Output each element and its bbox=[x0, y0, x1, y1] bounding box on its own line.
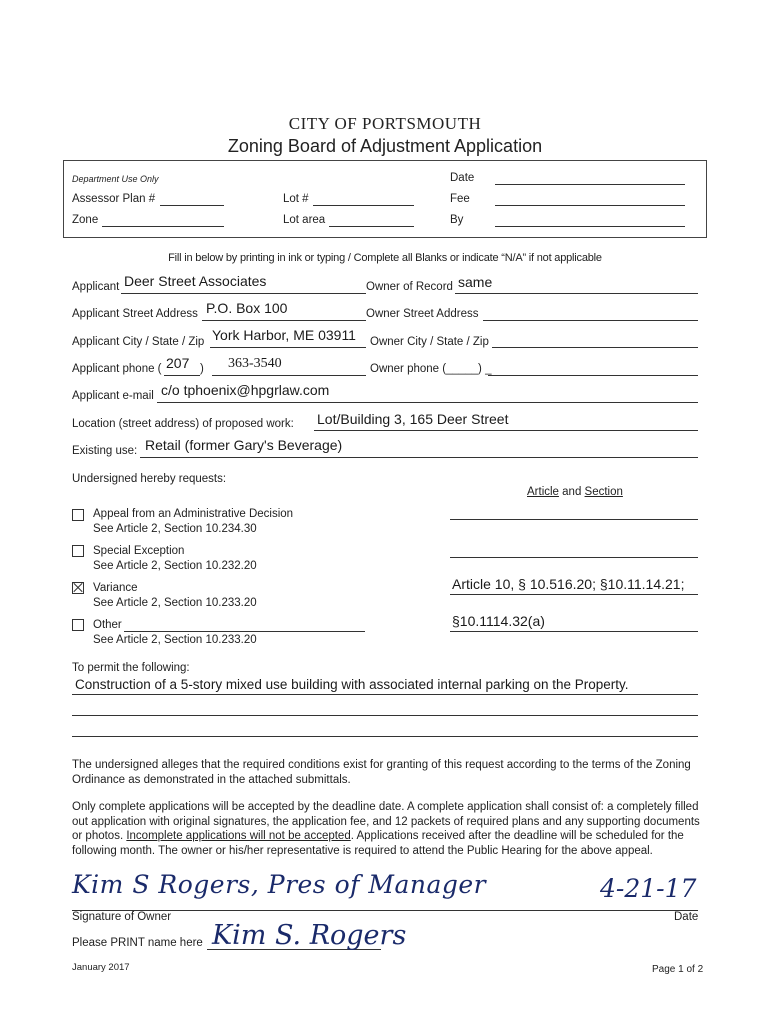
appeal-ref: See Article 2, Section 10.234.30 bbox=[93, 523, 257, 535]
applicant-phone-value: 363-3540 bbox=[228, 356, 282, 371]
variance-ref: See Article 2, Section 10.233.20 bbox=[93, 597, 257, 609]
zone-field[interactable] bbox=[102, 226, 224, 227]
print-name-value: Kim S. Rogers bbox=[212, 920, 407, 951]
lot-field[interactable] bbox=[313, 205, 414, 206]
owner-street-field[interactable] bbox=[483, 320, 698, 321]
existing-use-value: Retail (former Gary's Beverage) bbox=[145, 437, 343, 453]
form-title: Zoning Board of Adjustment Application bbox=[227, 136, 543, 156]
special-exception-checkbox[interactable] bbox=[72, 545, 84, 557]
applicant-phone-field[interactable] bbox=[212, 375, 366, 376]
special-exception-label: Special Exception bbox=[93, 545, 185, 557]
allegation-text: The undersigned alleges that the required conditions exist for granting of this request according to the terms of the Zoning Ordinance as demonstrated in the attached submittals. bbox=[72, 759, 691, 786]
owner-phone-field[interactable] bbox=[488, 375, 698, 376]
owner-phone-label: Owner phone (_____) _ bbox=[370, 363, 492, 375]
completeness-text: Only complete applications will be accepted by the deadline date. A complete application shall consist of: a completely filled out application with original signatures, the application fee, and 12 packets of required plans and any supporting documents or photos. Incomplete applications will not be accepted. Applications received after the deadline will be scheduled for the following month. The owner or his/her representative is required to attend the Public Hearing for the above appeal. bbox=[72, 801, 700, 857]
owner-of-record-value: same bbox=[458, 274, 493, 290]
applicant-street-value: P.O. Box 100 bbox=[206, 300, 288, 316]
other-checkbox[interactable] bbox=[72, 619, 84, 631]
date-label: Date bbox=[450, 172, 475, 184]
existing-use-field[interactable] bbox=[140, 457, 698, 458]
owner-of-record-field[interactable] bbox=[455, 293, 698, 294]
owner-of-record-label: Owner of Record bbox=[366, 281, 453, 293]
assessor-plan-label: Assessor Plan # bbox=[72, 193, 156, 205]
location-field[interactable] bbox=[314, 430, 698, 431]
assessor-plan-field[interactable] bbox=[160, 205, 224, 206]
date-field[interactable] bbox=[495, 184, 685, 185]
city-title: CITY OF PORTSMOUTH bbox=[288, 114, 482, 133]
permit-line-3[interactable] bbox=[72, 736, 698, 737]
permit-line-2[interactable] bbox=[72, 715, 698, 716]
existing-use-label: Existing use: bbox=[72, 445, 138, 457]
variance-article-field[interactable] bbox=[450, 594, 698, 595]
appeal-article-field[interactable] bbox=[450, 519, 698, 520]
owner-signature: Kim S Rogers, Pres of Manager bbox=[72, 870, 487, 899]
variance-checkbox[interactable] bbox=[72, 582, 84, 594]
permit-value: Construction of a 5-story mixed use building with associated internal parking on the Property. bbox=[75, 677, 629, 692]
applicant-value: Deer Street Associates bbox=[124, 273, 267, 289]
applicant-phone-label: Applicant phone ( bbox=[72, 363, 162, 375]
applicant-street-field[interactable] bbox=[202, 320, 366, 321]
applicant-phone-area-field[interactable] bbox=[164, 375, 200, 376]
lot-area-label: Lot area bbox=[283, 214, 326, 226]
special-exception-ref: See Article 2, Section 10.232.20 bbox=[93, 560, 257, 572]
variance-label: Variance bbox=[93, 582, 138, 594]
location-label: Location (street address) of proposed work: bbox=[72, 418, 294, 430]
other-article-field[interactable] bbox=[450, 631, 698, 632]
applicant-phone-area-value: 207 bbox=[166, 355, 190, 371]
permit-label: To permit the following: bbox=[72, 662, 190, 674]
by-label: By bbox=[450, 214, 464, 226]
print-name-label: Please PRINT name here bbox=[72, 937, 203, 949]
special-exception-article-field[interactable] bbox=[450, 557, 698, 558]
applicant-city-value: York Harbor, ME 03911 bbox=[212, 327, 356, 343]
location-value: Lot/Building 3, 165 Deer Street bbox=[317, 411, 509, 427]
footer-page: Page 1 of 2 bbox=[652, 964, 704, 975]
article-section-heading: Article and Section bbox=[527, 486, 623, 498]
owner-city-field[interactable] bbox=[492, 347, 698, 348]
applicant-city-field[interactable] bbox=[210, 347, 366, 348]
department-use-heading: Department Use Only bbox=[72, 174, 159, 184]
owner-city-label: Owner City / State / Zip bbox=[370, 336, 489, 348]
other-label: Other bbox=[93, 619, 122, 631]
fee-label: Fee bbox=[450, 193, 470, 205]
applicant-label: Applicant bbox=[72, 281, 120, 293]
signature-date-label: Date bbox=[674, 911, 699, 923]
appeal-label: Appeal from an Administrative Decision bbox=[93, 508, 294, 520]
other-article-value: §10.1114.32(a) bbox=[452, 613, 545, 629]
other-ref: See Article 2, Section 10.233.20 bbox=[93, 634, 257, 646]
variance-article-value: Article 10, § 10.516.20; §10.11.14.21; bbox=[452, 576, 685, 592]
applicant-field[interactable] bbox=[121, 293, 366, 294]
permit-line-1[interactable] bbox=[72, 694, 698, 695]
other-field[interactable] bbox=[124, 631, 365, 632]
lot-label: Lot # bbox=[283, 193, 309, 205]
fee-field[interactable] bbox=[495, 205, 685, 206]
requests-heading: Undersigned hereby requests: bbox=[72, 473, 227, 485]
footer-date: January 2017 bbox=[72, 962, 130, 973]
by-field[interactable] bbox=[495, 226, 685, 227]
instructions: Fill in below by printing in ink or typing / Complete all Blanks or indicate “N/A” if not applicable bbox=[168, 252, 602, 264]
appeal-checkbox[interactable] bbox=[72, 509, 84, 521]
applicant-city-label: Applicant City / State / Zip bbox=[72, 336, 205, 348]
applicant-email-value: c/o tphoenix@hpgrlaw.com bbox=[161, 382, 330, 398]
zone-label: Zone bbox=[72, 214, 99, 226]
lot-area-field[interactable] bbox=[329, 226, 414, 227]
owner-street-label: Owner Street Address bbox=[366, 308, 479, 320]
signature-label: Signature of Owner bbox=[72, 911, 172, 923]
signature-date-value: 4-21-17 bbox=[600, 874, 697, 903]
applicant-email-label: Applicant e-mail bbox=[72, 390, 154, 402]
applicant-street-label: Applicant Street Address bbox=[72, 308, 198, 320]
applicant-phone-close: ) bbox=[200, 363, 204, 375]
applicant-email-field[interactable] bbox=[157, 402, 698, 403]
